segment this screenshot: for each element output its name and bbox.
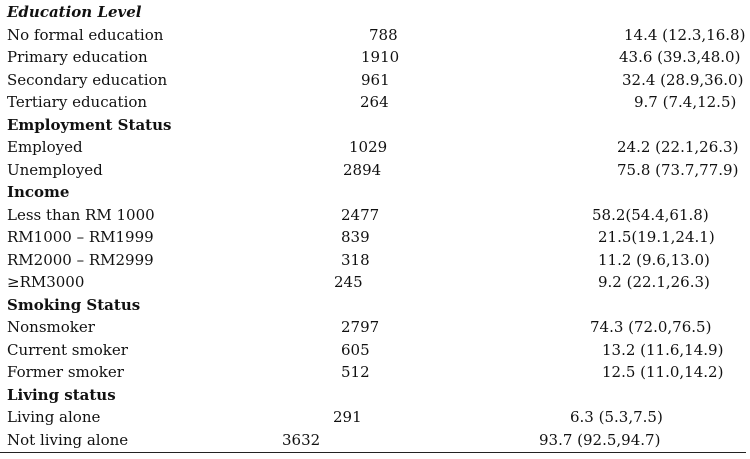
table-row	[0, 159, 750, 181]
count-cell: 318	[341, 250, 370, 269]
percent-ci-cell: 21.5(19.1,24.1)	[598, 228, 715, 246]
count-cell: 2477	[341, 205, 380, 224]
percent-ci-cell: 13.2 (11.6,14.9)	[602, 340, 724, 359]
count-cell: 961	[361, 70, 390, 89]
count-cell: 264	[360, 93, 389, 111]
row-label: RM2000 – RM2999	[7, 250, 154, 269]
row-label: Nonsmoker	[7, 318, 95, 336]
table-row	[0, 406, 750, 428]
section-heading: Smoking Status	[7, 295, 141, 314]
table-row	[0, 136, 750, 158]
row-label: Secondary education	[7, 70, 168, 89]
percent-ci-cell: 43.6 (39.3,48.0)	[619, 48, 741, 66]
section-header-row	[0, 114, 750, 136]
percent-ci-cell: 14.4 (12.3,16.8)	[624, 25, 746, 44]
row-label: Less than RM 1000	[7, 205, 155, 224]
count-cell: 839	[341, 228, 370, 246]
percent-ci-cell: 24.2 (22.1,26.3)	[617, 138, 739, 156]
section-heading: Income	[7, 183, 70, 201]
table-row	[0, 204, 750, 226]
table-row	[0, 46, 750, 68]
count-cell: 2894	[343, 160, 382, 179]
percent-ci-cell: 9.2 (22.1,26.3)	[598, 273, 710, 291]
row-label: Living alone	[7, 408, 101, 426]
count-cell: 291	[333, 408, 362, 426]
count-cell: 245	[334, 273, 363, 291]
percent-ci-cell: 9.7 (7.4,12.5)	[634, 93, 737, 111]
section-header-row	[0, 384, 750, 406]
table-row	[0, 69, 750, 91]
table-row	[0, 429, 750, 451]
table-row	[0, 24, 750, 46]
count-cell: 2797	[341, 318, 380, 336]
count-cell: 1029	[349, 138, 388, 156]
count-cell: 1910	[361, 48, 400, 66]
table-bottom-rule	[0, 452, 746, 453]
row-label: Current smoker	[7, 340, 128, 359]
table-row	[0, 361, 750, 383]
percent-ci-cell: 74.3 (72.0,76.5)	[590, 318, 712, 336]
table-row	[0, 271, 750, 293]
percent-ci-cell: 58.2(54.4,61.8)	[592, 205, 709, 224]
count-cell: 788	[369, 25, 398, 44]
percent-ci-cell: 12.5 (11.0,14.2)	[602, 363, 724, 381]
percent-ci-cell: 11.2 (9.6,13.0)	[598, 250, 710, 269]
percent-ci-cell: 75.8 (73.7,77.9)	[617, 160, 739, 179]
count-cell: 605	[341, 340, 370, 359]
percent-ci-cell: 32.4 (28.9,36.0)	[622, 70, 744, 89]
count-cell: 3632	[282, 430, 321, 449]
table-row	[0, 249, 750, 271]
row-label: Tertiary education	[7, 93, 148, 111]
row-label: Primary education	[7, 48, 148, 66]
table-row	[0, 339, 750, 361]
row-label: Former smoker	[7, 363, 124, 381]
row-label: Not living alone	[7, 430, 129, 449]
section-heading: Living status	[7, 385, 116, 404]
section-heading: Education Level	[7, 3, 142, 21]
row-label: ≥RM3000	[7, 273, 85, 291]
row-label: No formal education	[7, 25, 164, 44]
section-header-row	[0, 294, 750, 316]
percent-ci-cell: 93.7 (92.5,94.7)	[539, 430, 661, 449]
row-label: RM1000 – RM1999	[7, 228, 154, 246]
row-label: Unemployed	[7, 160, 103, 179]
count-cell: 512	[341, 363, 370, 381]
section-heading: Employment Status	[7, 115, 172, 134]
table-row	[0, 316, 750, 338]
percent-ci-cell: 6.3 (5.3,7.5)	[570, 408, 663, 426]
row-label: Employed	[7, 138, 83, 156]
table-row	[0, 226, 750, 248]
section-header-row	[0, 181, 750, 203]
table-row	[0, 91, 750, 113]
section-header-row	[0, 1, 750, 23]
